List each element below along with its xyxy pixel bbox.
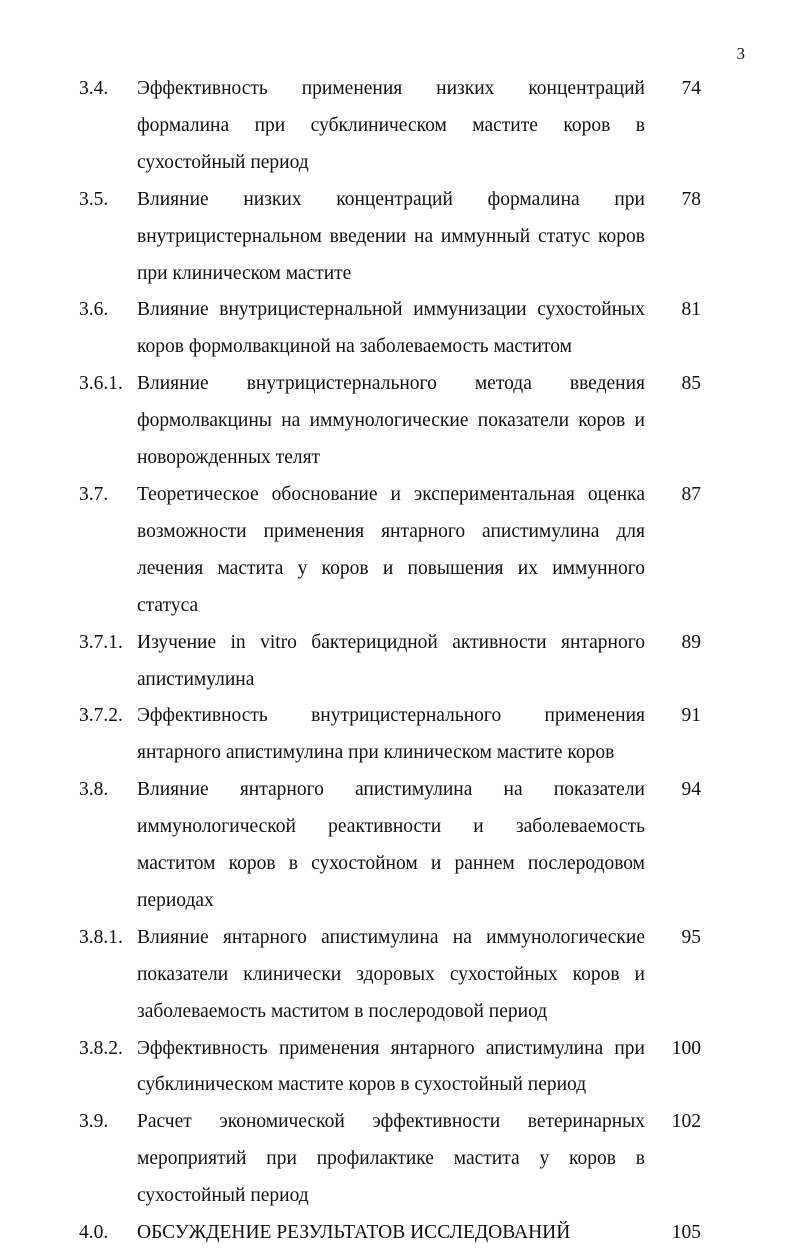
toc-entry-number: 3.6.	[79, 299, 109, 321]
toc-entry-title: ОБСУЖДЕНИЕ РЕЗУЛЬТАТОВ ИССЛЕДОВАНИЙ	[137, 1222, 571, 1244]
toc-entry-3-8-2	[79, 1031, 709, 1105]
page-number: 3	[736, 44, 745, 63]
toc-entry-page: 105	[671, 1222, 701, 1244]
toc-entry-page: 94	[681, 779, 701, 801]
toc-entry-page: 95	[681, 926, 701, 948]
toc-entry-page: 74	[681, 78, 701, 99]
toc-entry-title: Эффективность внутрицистернального применения янтарного апистимулина при клиническом мастите коров	[137, 705, 645, 764]
toc-entry-number: 3.9.	[79, 1111, 109, 1133]
toc-entry-number: 3.5.	[79, 188, 109, 210]
toc-entry-title: Влияние внутрицистернальной иммунизации сухостойных коров формолвакциной на заболеваемость маститом	[137, 299, 645, 358]
toc-entry-3-7-2	[79, 698, 709, 772]
toc-entry-page: 102	[671, 1111, 701, 1133]
toc-entry-3-6-1	[79, 366, 709, 477]
toc-entry-3-4	[79, 71, 709, 182]
toc-entry-number: 3.8.2.	[79, 1037, 123, 1059]
toc-entry-3-7-1	[79, 625, 709, 699]
toc-entry-number: 3.8.1.	[79, 926, 123, 948]
toc-entry-page: 91	[681, 705, 701, 727]
toc-entry-page: 87	[681, 483, 701, 505]
toc-entry-title: Влияние янтарного апистимулина на показатели иммунологической реактивности и заболеваемость маститом коров в сухостойном и раннем послеродовом периодах	[137, 779, 645, 911]
toc-entry-number: 3.7.2.	[79, 705, 123, 727]
toc-entry-3-7	[79, 477, 709, 625]
toc-entry-page: 100	[671, 1037, 701, 1059]
toc-entry-title: Эффективность применения янтарного апистимулина при субклиническом мастите коров в сухостойный период	[137, 1037, 645, 1096]
toc-entry-title: Эффективность применения низких концентраций формалина при субклиническом мастите коров в сухостойный период	[137, 78, 645, 173]
toc-entry-3-5	[79, 182, 709, 293]
toc-entry-title: Влияние внутрицистернального метода введения формолвакцины на иммунологические показатели коров и новорожденных телят	[137, 373, 645, 469]
toc-entry-page: 81	[681, 299, 701, 321]
table-of-contents	[79, 71, 709, 1252]
toc-entry-page: 89	[681, 631, 701, 653]
toc-entry-number: 3.4.	[79, 78, 109, 99]
toc-entry-3-8-1	[79, 920, 709, 1031]
toc-entry-page: 85	[681, 373, 701, 395]
toc-entry-3-6	[79, 292, 709, 366]
toc-entry-title: Влияние янтарного апистимулина на иммунологические показатели клинически здоровых сухостойных коров и заболеваемость маститом в послеродовой период	[137, 926, 645, 1022]
toc-entry-4-0	[79, 1215, 709, 1252]
toc-entry-number: 3.7.1.	[79, 631, 123, 653]
toc-entry-3-9	[79, 1104, 709, 1215]
toc-entry-number: 3.8.	[79, 779, 109, 801]
toc-entry-number: 4.0.	[79, 1222, 109, 1244]
toc-entry-number: 3.7.	[79, 483, 109, 505]
toc-entry-title: Влияние низких концентраций формалина при внутрицистернальном введении на иммунный статус коров при клиническом мастите	[137, 188, 645, 284]
toc-entry-title: Изучение in vitro бактерицидной активности янтарного апистимулина	[137, 631, 645, 690]
toc-entry-title: Теоретическое обоснование и экспериментальная оценка возможности применения янтарного апистимулина для лечения мастита у коров и повышения их иммунного статуса	[137, 483, 645, 616]
toc-entry-title: Расчет экономической эффективности ветеринарных мероприятий при профилактике мастита у коров в сухостойный период	[137, 1111, 645, 1207]
toc-entry-number: 3.6.1.	[79, 373, 123, 395]
toc-entry-page: 78	[681, 188, 701, 210]
toc-entry-3-8	[79, 772, 709, 920]
